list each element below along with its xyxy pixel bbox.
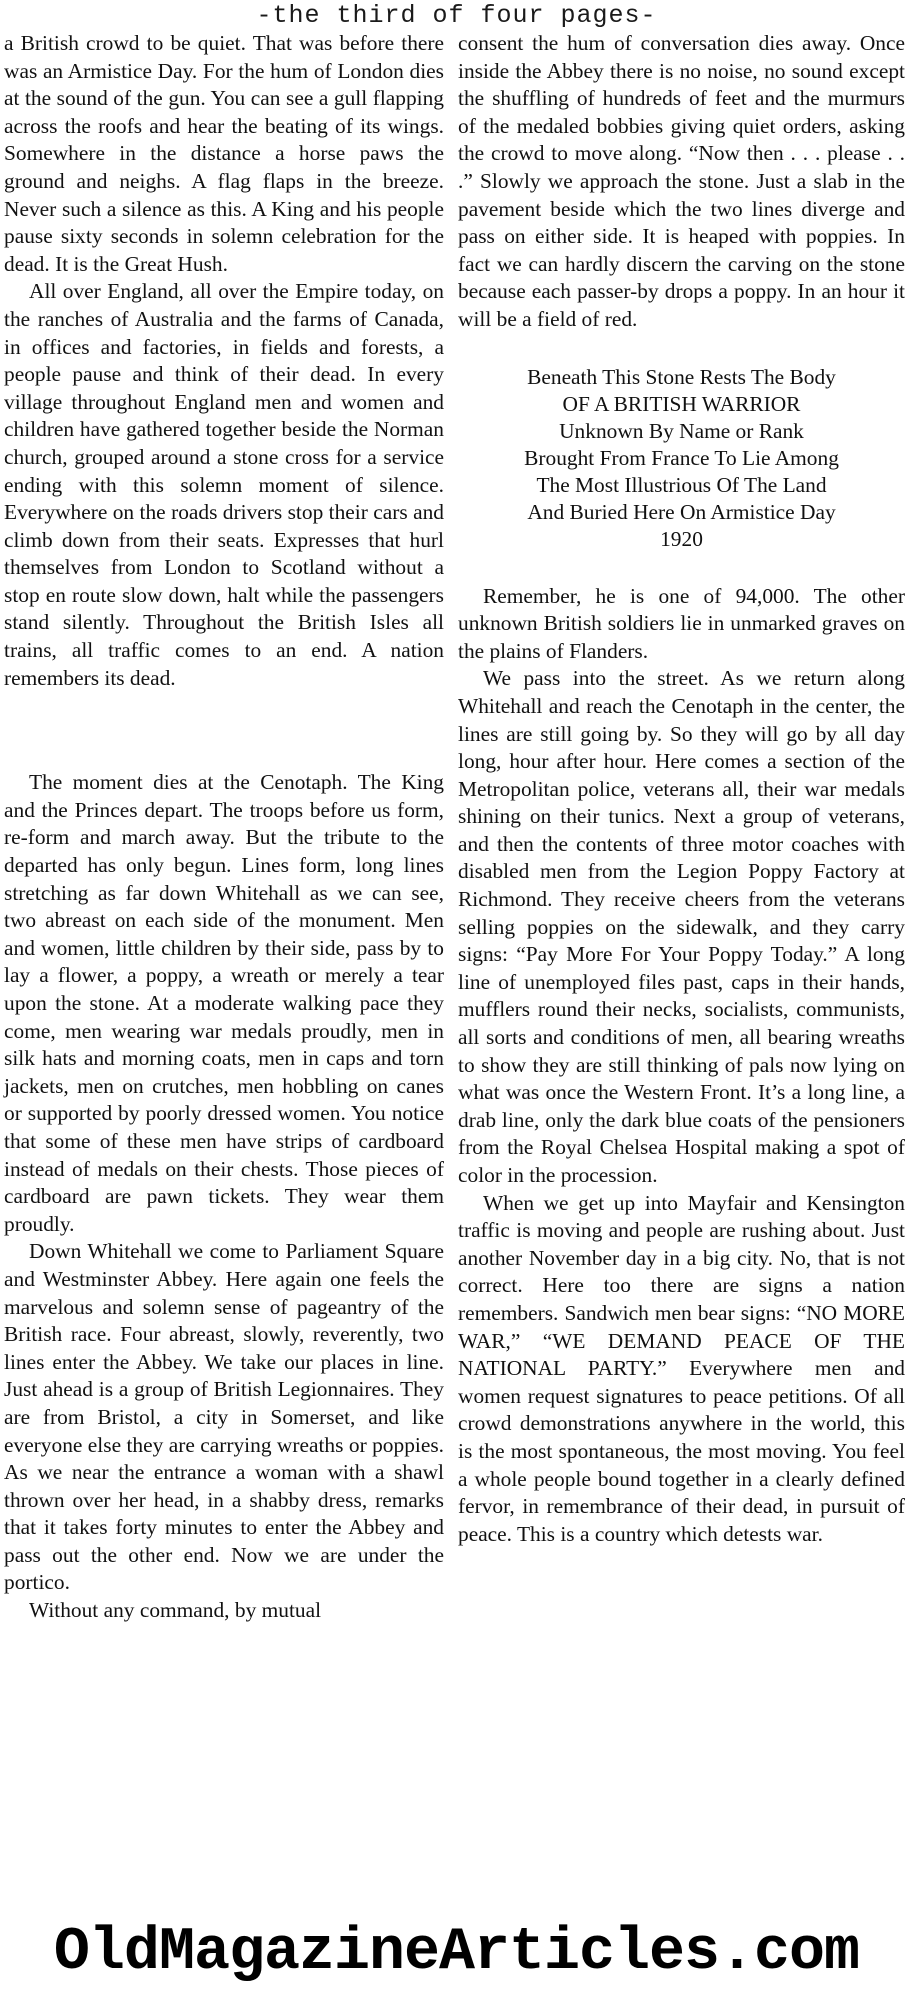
inscription-line: The Most Illustrious Of The Land — [536, 472, 827, 497]
inscription-line: Beneath This Stone Rests The Body — [527, 364, 836, 389]
paragraph-without-command: Without any command, by mutual — [29, 1598, 322, 1623]
paragraph-pass-into-street: We pass into the street. As we return along Whitehall and reach the Cenotaph in the center, the lines are still going by. So they will go by all day long, hour after hour. Here comes a section of the Metropolitan police, veterans all, their war medals shining on their tunics. Next a group of veterans, and then the contents of three motor coaches with disabled men from the Legion Poppy Factory at Richmond. They receive cheers from the veterans selling poppies on the sidewalk, and they carry signs: “Pay More For Your Poppy Today.” A long line of unemployed files past, caps in their hands, mufflers round their necks, socialists, communists, all sorts and conditions of men, all bearing wreaths to show they are still thinking of pals now lying on what was once the Western Front. It’s a long line, a drab line, only the dark blue coats of the pensioners from the Royal Chelsea Hospital making a spot of color in the procession. — [458, 666, 905, 1187]
article-column-right — [458, 30, 905, 1548]
inscription-line: Brought From France To Lie Among — [524, 445, 839, 470]
paragraph-inside-abbey: consent the hum of conversation dies away. Once inside the Abbey there is no noise, no sound except the shuffling of hundreds of feet and the murmurs of the medaled bobbies giving quiet orders, asking the crowd to move along. “Now then . . . please . . .” Slowly we approach the stone. Just a slab in the pavement beside which the two lines diverge and pass on either side. It is heaped with poppies. In fact we can hardly discern the carving on the stone because each passer-by drops a poppy. In an hour it will be a field of red. — [458, 31, 905, 331]
inscription-line: OF A BRITISH WARRIOR — [562, 391, 801, 416]
page-header-title: -the third of four pages- — [256, 1, 657, 30]
article-column-left — [4, 30, 444, 1625]
paragraph-mayfair: When we get up into Mayfair and Kensington traffic is moving and people are rushing about. Just another November day in a big city. No, that is not correct. Here too there are signs a nation remembers. Sandwich men bear signs: “NO MORE WAR,” “WE DEMAND PEACE OF THE NATIONAL PARTY.” Everywhere men and women request signatures to peace petitions. Of all crowd demonstrations anywhere in the world, this is the most spontaneous, the most moving. You feel a whole people bound together in a clearly defined fervor, in remembrance of their dead, in pursuit of peace. This is a country which detests war. — [458, 1190, 905, 1546]
paragraph-great-hush: a British crowd to be quiet. That was before there was an Armistice Day. For the hum of London dies at the sound of the gun. You can see a gull flapping across the roofs and hear the beating of its wings. Somewhere in the distance a horse paws the ground and neighs. A flag flaps in the breeze. Never such a silence as this. A King and his people pause sixty seconds in solemn celebration for the dead. It is the Great Hush. — [4, 31, 444, 276]
section-break — [4, 692, 444, 769]
paragraph-westminster-abbey: Down Whitehall we come to Parliament Square and Westminster Abbey. Here again one feels the marvelous and solemn sense of pageantry of the British race. Four abreast, slowly, reverently, two lines enter the Abbey. We take our places in line. Just ahead is a group of British Legionnaires. They are from Bristol, a city in Somerset, and like everyone else they are carrying wreaths or poppies. As we near the entrance a woman with a shawl thrown over her head, in a shabby dress, remarks that it takes forty minutes to enter the Abbey and pass out the other end. Now we are under the portico. — [4, 1239, 444, 1595]
inscription-line: And Buried Here On Armistice Day — [527, 499, 836, 524]
paragraph-cenotaph: The moment dies at the Cenotaph. The King and the Princes depart. The troops before us form, re-form and march away. But the tribute to the departed has only begun. Lines form, long lines stretching as far down Whitehall as we can see, two abreast on each side of the monument. Men and women, little children by their side, pass by to lay a flower, a poppy, a wreath or merely a tear upon the stone. At a moderate walking pace they come, men wearing war medals proudly, men in silk hats and morning coats, men in caps and torn jackets, men on crutches, men hobbling on canes or supported by poorly dressed women. You notice that some of these men have strips of cardboard instead of medals on their chests. Those pieces of cardboard are pawn tickets. They wear them proudly. — [4, 770, 444, 1236]
site-watermark: OldMagazineArticles.com — [53, 1919, 860, 1987]
tomb-inscription — [458, 364, 905, 553]
inscription-year: 1920 — [660, 526, 703, 551]
inscription-line: Unknown By Name or Rank — [559, 418, 804, 443]
paragraph-all-over-england: All over England, all over the Empire today, on the ranches of Australia and the farms of Canada, in offices and factories, in fields and forests, a people pause and think of their dead. In every village throughout England men and women and children have gathered together beside the Norman church, grouped around a stone cross for a service ending with this solemn moment of silence. Everywhere on the roads drivers stop their cars and climb down from their seats. Expresses that hurl themselves from London to Scotland without a stop en route slow down, halt while the passengers stand silently. Throughout the British Isles all trains, all traffic comes to an end. A nation remembers its dead. — [4, 279, 444, 690]
paragraph-remember: Remember, he is one of 94,000. The other unknown British soldiers lie in unmarked graves on the plains of Flanders. — [458, 583, 905, 663]
